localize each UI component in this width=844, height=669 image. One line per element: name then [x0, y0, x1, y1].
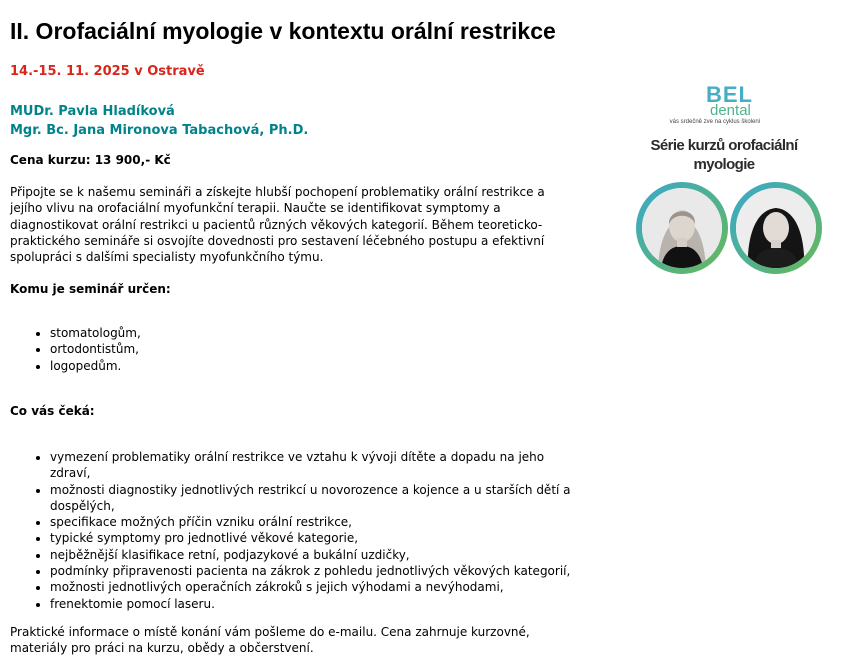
lecturer-name: MUDr. Pavla Hladíková	[10, 104, 175, 119]
list-item: • frenektomie pomocí laseru.	[50, 596, 580, 612]
audience-heading: Komu je seminář určen:	[10, 282, 171, 296]
lecturer-name: Mgr. Bc. Jana Mironova Tabachová, Ph.D.	[10, 123, 309, 138]
lecturers	[10, 102, 308, 140]
lecturer-portrait	[730, 182, 822, 274]
list-item: • možnosti diagnostiky jednotlivých restrikcí u novorozence a kojence a u starších dětí a dospělých,	[50, 482, 580, 515]
brand-logo-sub: dental	[710, 102, 751, 119]
audience-list	[10, 325, 141, 374]
list-item: • podmínky připravenosti pacienta na zákrok z pohledu jednotlivých věkových kategorií,	[50, 563, 580, 579]
list-item: • typické symptomy pro jednotlivé věkové kategorie,	[50, 530, 580, 546]
practical-info: Praktické informace o místě konání vám pošleme do e-mailu. Cena zahrnuje kurzovné, materiály pro práci na kurzu, obědy a občerstvení.	[10, 625, 530, 656]
list-item: • možnosti jednotlivých operačních zákroků s jejich výhodami a nevýhodami,	[50, 579, 580, 595]
expect-list	[10, 449, 580, 612]
brand-logo: BEL	[706, 82, 753, 107]
page-title: II. Orofaciální myologie v kontextu orální restrikce	[10, 18, 556, 44]
course-date: 14.-15. 11. 2025 v Ostravě	[10, 64, 205, 79]
intro-paragraph: Připojte se k našemu semináři a získejte hlubší pochopení problematiky orální restrikce a jejího vlivu na orofaciální myofunkční terapii. Naučte se identifikovat symptomy a diagnostikovat orální restrikci u pacientů různých věkových kategorií. Během teoreticko-praktického semináře si osvojíte dovednosti pro sestavení léčebného postupu a efektivní spolupráci s dalšími specialisty myofunkčního týmu.	[10, 185, 545, 265]
list-item: • logopedům.	[50, 358, 141, 374]
portrait-woman-icon	[730, 182, 822, 274]
list-item: • specifikace možných příčin vzniku orální restrikce,	[50, 514, 580, 530]
list-item: • ortodontistům,	[50, 341, 141, 357]
course-banner-image	[630, 84, 830, 276]
expect-heading: Co vás čeká:	[10, 404, 95, 418]
lecturer-portrait	[636, 182, 728, 274]
list-item: • nejběžnější klasifikace retní, podjazykové a bukální uzdičky,	[50, 547, 580, 563]
portrait-woman-icon	[636, 182, 728, 274]
course-price: Cena kurzu: 13 900,- Kč	[10, 153, 171, 167]
list-item: • vymezení problematiky orální restrikce ve vztahu k vývoji dítěte a dopadu na jeho zdraví,	[50, 449, 580, 482]
banner-title: Série kurzů orofaciální myologie	[650, 137, 798, 173]
banner-tagline: vás srdečně zve na cyklus školení	[669, 119, 761, 125]
list-item: • stomatologům,	[50, 325, 141, 341]
